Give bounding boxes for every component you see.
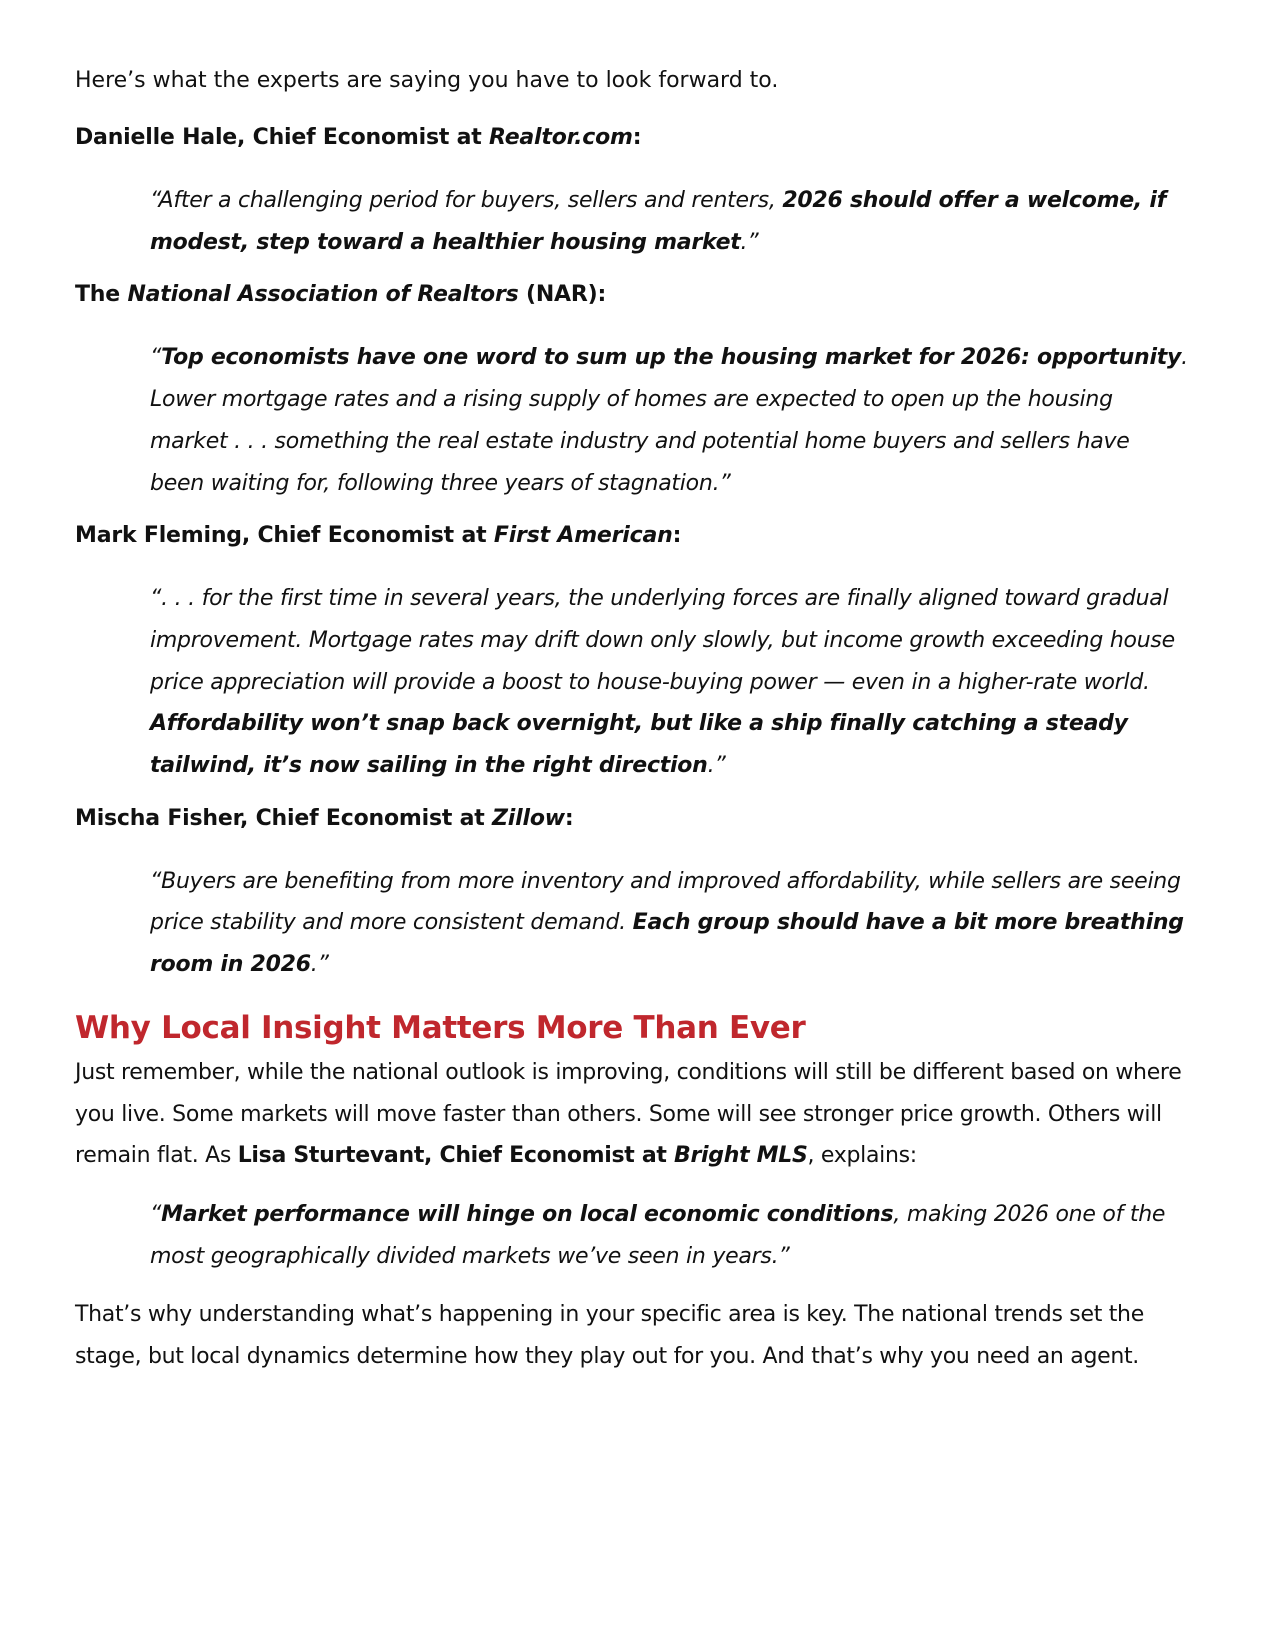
quote-lisa-sturtevant: “Market performance will hinge on local economic conditions, making 2026 one of the most geographically divided markets we’ve seen in years.” xyxy=(150,1201,1166,1269)
speaker-danielle-hale: Danielle Hale, Chief Economist at Realtor.com: xyxy=(75,125,642,150)
speaker-nar: The National Association of Realtors (NAR): xyxy=(75,282,607,308)
body-paragraph-local-outlook: Just remember, while the national outlook is improving, conditions will still be different based on where you live. Some markets will move faster than others. Some will see stronger price growth. Others will remain flat. As Lisa Sturtevant, Chief Economist at Bright MLS, explains: xyxy=(75,1059,1182,1169)
intro-text: Here’s what the experts are saying you have to look forward to. xyxy=(75,68,779,93)
quote-danielle-hale: “After a challenging period for buyers, sellers and renters, 2026 should offer a welcome, if modest, step toward a healthier housing market.” xyxy=(150,188,1167,255)
quote-mark-fleming: “. . . for the first time in several years, the underlying forces are finally aligned toward gradual improvement. Mortgage rates may drift down only slowly, but income growth exceeding house price appreciation will provide a boost to house-buying power — even in a higher-rate world. Affordability won’t snap back overnight, but like a ship finally catching a steady tailwind, it’s now sailing in the right direction.” xyxy=(150,586,1175,779)
speaker-mischa-fisher: Mischa Fisher, Chief Economist at Zillow: xyxy=(75,805,574,831)
speaker-org: Zillow xyxy=(492,805,565,831)
section-heading: Why Local Insight Matters More Than Ever xyxy=(75,1009,806,1046)
speaker-org: First American xyxy=(493,523,673,549)
speaker-mark-fleming: Mark Fleming, Chief Economist at First American: xyxy=(75,523,682,549)
article-page xyxy=(75,66,1205,1395)
body-paragraph-need-agent: That’s why understanding what’s happening in your specific area is key. The national trends set the stage, but local dynamics determine how they play out for you. And that’s why you need an agent. xyxy=(75,1302,1144,1370)
quote-nar: “Top economists have one word to sum up the housing market for 2026: opportunity. Lower mortgage rates and a rising supply of homes are expected to open up the housing market . . . something the real estate industry and potential home buyers and sellers have been waiting for, following three years of stagnation.” xyxy=(150,345,1188,496)
quote-mischa-fisher: “Buyers are benefiting from more inventory and improved affordability, while sellers are seeing price stability and more consistent demand. Each group should have a bit more breathing room in 2026.” xyxy=(150,868,1184,978)
speaker-org: Realtor.com xyxy=(489,125,633,150)
speaker-org: National Association of Realtors xyxy=(127,282,519,308)
